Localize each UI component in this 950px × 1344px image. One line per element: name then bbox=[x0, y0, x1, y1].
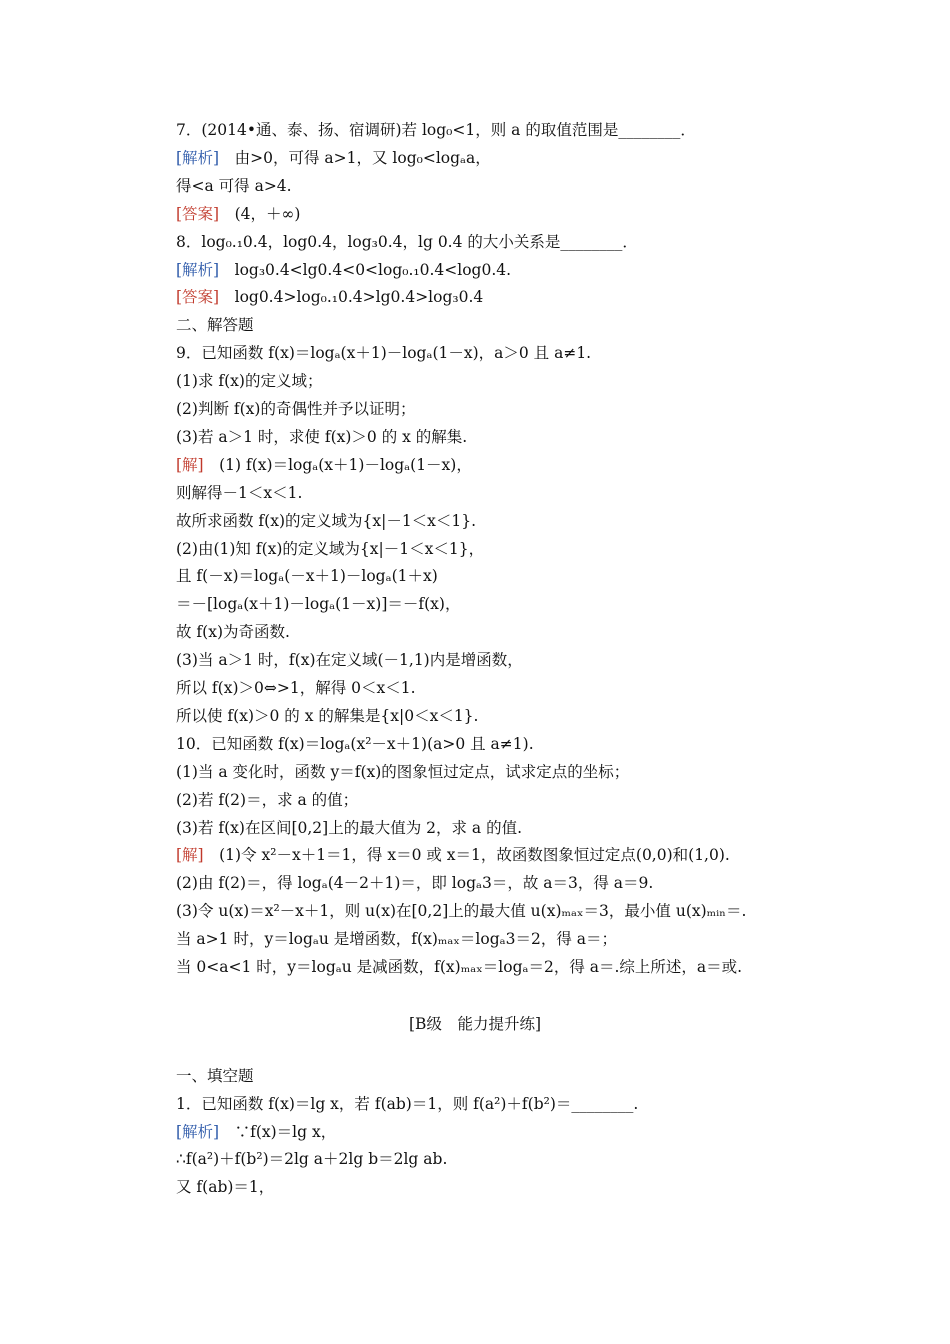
line-text: (1) f(x)＝logₐ(x＋1)－logₐ(1－x)， bbox=[203, 455, 472, 474]
text-line bbox=[176, 369, 322, 393]
text-line bbox=[176, 230, 638, 254]
text-line bbox=[176, 955, 742, 979]
line-text: 8．log₀.₁0.4，log0.4，log₃0.4，lg 0.4 的大小关系是________． bbox=[176, 232, 638, 251]
line-text: 所以使 f(x)＞0 的 x 的解集是{x|0＜x＜1}. bbox=[176, 706, 479, 725]
text-line bbox=[176, 1120, 336, 1144]
text-line bbox=[176, 146, 491, 170]
line-text: (2)由(1)知 f(x)的定义域为{x|－1＜x＜1}， bbox=[176, 539, 485, 558]
line-text: (1)求 f(x)的定义域； bbox=[176, 372, 323, 391]
label-tag: [解] bbox=[176, 846, 204, 865]
text-line bbox=[176, 927, 617, 951]
line-text: (2)若 f(2)＝，求 a 的值； bbox=[176, 790, 359, 809]
text-line bbox=[176, 648, 523, 672]
line-text: 故所求函数 f(x)的定义域为{x|－1＜x＜1}. bbox=[176, 511, 477, 530]
section-heading: [B级 能力提升练] bbox=[409, 1015, 541, 1033]
line-text: (4，＋∞) bbox=[219, 204, 301, 223]
text-line bbox=[176, 313, 254, 337]
text-line bbox=[176, 509, 476, 533]
text-line bbox=[176, 285, 483, 309]
line-text: (3)令 u(x)＝x²－x＋1，则 u(x)在[0,2]上的最大值 u(x)ₘₐₓ＝3，最小值 u(x)ₘᵢₙ＝. bbox=[176, 902, 747, 921]
line-text: ∵f(x)＝lg x， bbox=[219, 1122, 337, 1141]
text-line bbox=[176, 899, 746, 923]
line-text: (3)若 a＞1 时，求使 f(x)＞0 的 x 的解集. bbox=[176, 427, 468, 446]
line-text: (1)当 a 变化时，函数 y＝f(x)的图象恒过定点，试求定点的坐标； bbox=[176, 762, 630, 781]
line-text: 当 0<a<1 时，y＝logₐu 是减函数，f(x)ₘₐₓ＝logₐ＝2，得 a＝.综上所述，a＝或. bbox=[176, 958, 743, 976]
text-line bbox=[176, 425, 467, 449]
line-text: (3)当 a＞1 时，f(x)在定义域(－1,1)内是增函数， bbox=[176, 651, 523, 670]
line-text: 7．(2014•通、泰、扬、宿调研)若 log₀<1，则 a 的取值范围是________． bbox=[176, 121, 696, 139]
line-text: 10．已知函数 f(x)＝logₐ(x²－x＋1)(a>0 且 a≠1). bbox=[176, 734, 534, 753]
line-text: 所以 f(x)＞0⇔>1，解得 0＜x＜1. bbox=[176, 679, 416, 697]
text-line bbox=[176, 704, 478, 728]
label-tag: [解析] bbox=[176, 260, 220, 279]
line-text: 则解得－1＜x＜1. bbox=[176, 483, 303, 502]
label-tag: [解] bbox=[176, 455, 204, 474]
line-text: 故 f(x)为奇函数. bbox=[176, 623, 290, 642]
label-tag: [解析] bbox=[176, 1122, 220, 1141]
text-line bbox=[176, 732, 534, 756]
text-line bbox=[176, 788, 358, 812]
text-line bbox=[176, 118, 696, 142]
line-text: log0.4>log₀.₁0.4>lg0.4>log₃0.4 bbox=[219, 288, 484, 307]
line-text: (1)令 x²－x＋1＝1，得 x＝0 或 x＝1，故函数图象恒过定点(0,0)和(1,0). bbox=[203, 846, 730, 865]
text-line bbox=[176, 1064, 254, 1088]
text-line bbox=[176, 564, 438, 588]
line-text: 得<a 可得 a>4. bbox=[176, 176, 292, 195]
line-text: 二、解答题 bbox=[176, 316, 254, 335]
text-line bbox=[176, 676, 416, 700]
line-text: 由>0，可得 a>1，又 log₀<logₐa， bbox=[219, 148, 491, 167]
text-line bbox=[176, 760, 629, 784]
text-line bbox=[176, 816, 522, 840]
line-text: ∴f(a²)＋f(b²)＝2lg a＋2lg b＝2lg ab. bbox=[176, 1150, 448, 1169]
line-text: ＝－[logₐ(x＋1)－logₐ(1－x)]＝－f(x)， bbox=[176, 595, 461, 614]
text-line bbox=[176, 871, 653, 895]
text-line bbox=[176, 202, 300, 226]
text-line bbox=[176, 592, 460, 616]
line-text: (3)若 f(x)在区间[0,2]上的最大值为 2，求 a 的值. bbox=[176, 818, 523, 837]
text-line bbox=[176, 843, 730, 867]
text-line bbox=[176, 537, 484, 561]
line-text: 又 f(ab)＝1， bbox=[176, 1178, 275, 1197]
text-line bbox=[176, 341, 591, 365]
line-text: 一、填空题 bbox=[176, 1067, 254, 1085]
text-line bbox=[176, 453, 472, 477]
label-tag: [解析] bbox=[176, 148, 220, 167]
label-tag: [答案] bbox=[176, 204, 220, 223]
text-line bbox=[176, 258, 511, 282]
text-line bbox=[176, 397, 415, 421]
text-line bbox=[176, 481, 302, 505]
line-text: log₃0.4<lg0.4<0<log₀.₁0.4<log0.4. bbox=[219, 260, 512, 279]
text-line bbox=[176, 1175, 274, 1199]
text-line bbox=[176, 620, 290, 644]
line-text: (2)判断 f(x)的奇偶性并予以证明； bbox=[176, 400, 416, 418]
line-text: 1．已知函数 f(x)＝lg x，若 f(ab)＝1，则 f(a²)＋f(b²)＝________. bbox=[176, 1094, 639, 1113]
text-line bbox=[176, 1092, 638, 1116]
text-line bbox=[176, 1147, 447, 1171]
line-text: (2)由 f(2)＝，得 logₐ(4－2＋1)＝，即 logₐ3＝，故 a＝3，得 a＝9. bbox=[176, 874, 654, 893]
line-text: 9．已知函数 f(x)＝logₐ(x＋1)－logₐ(1－x)，a＞0 且 a≠1. bbox=[176, 344, 592, 363]
line-text: 且 f(－x)＝logₐ(－x＋1)－logₐ(1＋x) bbox=[176, 567, 438, 586]
text-line bbox=[176, 174, 292, 198]
label-tag: [答案] bbox=[176, 288, 220, 307]
line-text: 当 a>1 时，y＝logₐu 是增函数，f(x)ₘₐₓ＝logₐ3＝2，得 a＝； bbox=[176, 930, 618, 949]
